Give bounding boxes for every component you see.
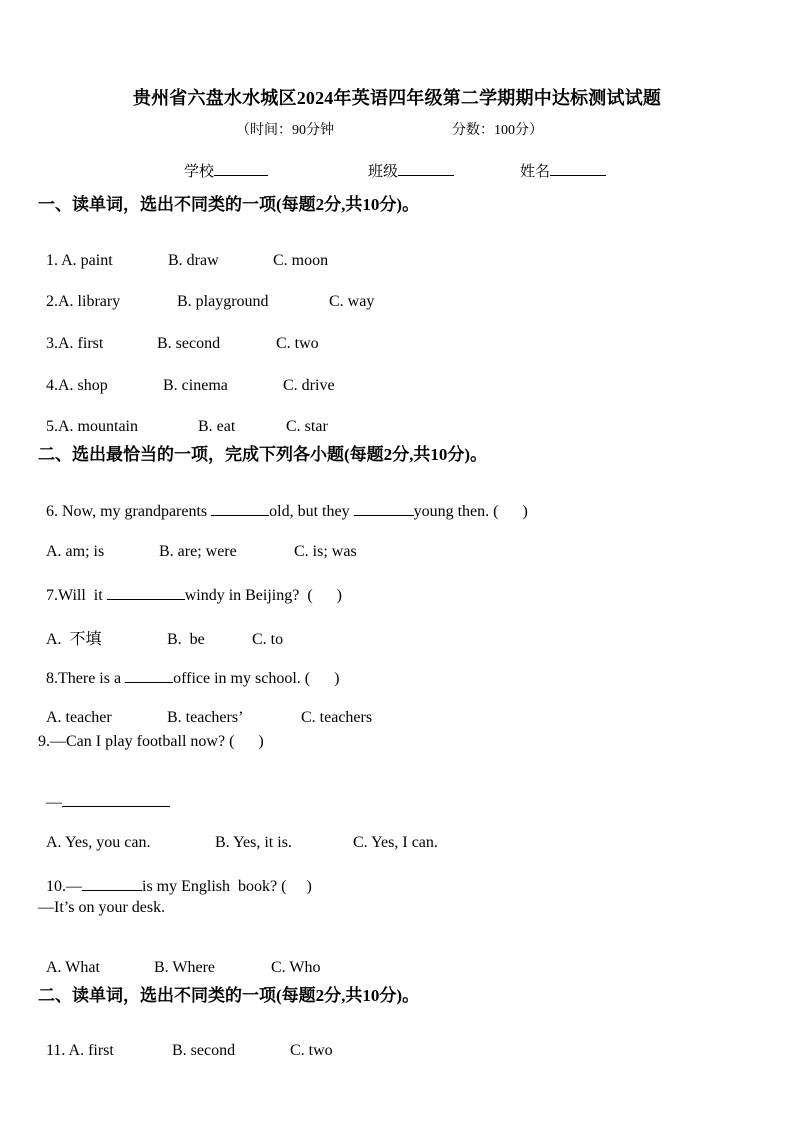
option-a: 11. A. first	[46, 1042, 114, 1059]
question-10	[38, 858, 312, 896]
question-9-answer	[38, 774, 170, 812]
option-a: 5.A. mountain	[46, 418, 138, 435]
option-c: C. two	[276, 335, 319, 352]
question-1	[38, 234, 328, 270]
option-c: C. Who	[271, 959, 321, 976]
answer-blank	[62, 792, 170, 807]
answer-blank	[211, 501, 269, 516]
question-6	[38, 483, 528, 521]
class-field	[368, 160, 454, 181]
option-c: C. is; was	[294, 543, 357, 560]
option-c: C. teachers	[301, 709, 373, 726]
answer-blank	[82, 876, 142, 891]
score-label: 分数：100分）	[452, 123, 543, 138]
question-6-part2: old, but they	[269, 503, 354, 520]
answer-blank	[125, 668, 173, 683]
question-7	[38, 567, 342, 605]
question-8-part2: office in my school. ( )	[173, 670, 340, 687]
option-b: B. are; were	[159, 543, 237, 560]
school-field	[184, 160, 268, 181]
option-b: B. Yes, it is.	[215, 834, 292, 851]
option-a: A. am; is	[46, 543, 105, 560]
question-6-part3: young then. ( )	[413, 503, 528, 520]
name-blank	[550, 161, 606, 176]
option-c: C. drive	[283, 377, 335, 394]
school-label: 学校	[184, 164, 215, 180]
option-a: 3.A. first	[46, 335, 104, 352]
question-7-part1: 7.Will it	[46, 587, 107, 604]
option-a: A. teacher	[46, 709, 112, 726]
option-c: C. Yes, I can.	[353, 834, 438, 851]
option-c: C. way	[329, 293, 375, 310]
question-8	[38, 650, 339, 688]
question-6-options	[38, 525, 357, 561]
name-label: 姓名	[520, 164, 551, 180]
option-b: B. teachers’	[167, 709, 244, 726]
question-7-options	[38, 608, 283, 649]
question-11	[38, 1024, 333, 1060]
option-b: B. playground	[177, 293, 269, 310]
option-b: B. eat	[198, 418, 236, 435]
option-b: B. second	[172, 1042, 236, 1059]
option-a: 4.A. shop	[46, 377, 108, 394]
section-heading-2: 二、选出最恰当的一项，完成下列各小题(每题2分,共10分)。	[38, 445, 488, 464]
question-9-options	[38, 816, 438, 852]
question-3	[38, 317, 319, 353]
option-b: B. draw	[168, 252, 219, 269]
question-6-part1: 6. Now, my grandparents	[46, 503, 212, 520]
class-label: 班级	[368, 164, 399, 180]
option-a: 2.A. library	[46, 293, 121, 310]
question-10-reply: —It’s on your desk.	[38, 899, 166, 916]
question-8-part1: 8.There is a	[46, 670, 126, 687]
question-10-part1: 10.—	[46, 878, 82, 895]
option-c: C. to	[252, 631, 284, 648]
answer-dash: —	[46, 794, 62, 811]
option-c: C. moon	[273, 252, 329, 269]
question-2	[38, 275, 374, 311]
option-b: B. cinema	[163, 377, 228, 394]
question-10-options	[38, 941, 320, 977]
option-c: C. two	[290, 1042, 333, 1059]
answer-blank	[107, 585, 185, 600]
question-10-part2: is my English book? ( )	[142, 878, 312, 895]
question-8-options	[38, 691, 372, 727]
option-a: A. 不填	[46, 631, 102, 648]
option-b: B. Where	[154, 959, 216, 976]
time-label: （时间：90分钟	[236, 123, 334, 138]
class-blank	[398, 161, 454, 176]
name-field	[520, 160, 606, 181]
section-heading-3: 二、读单词，选出不同类的一项(每题2分,共10分)。	[38, 986, 420, 1005]
section-heading-1: 一、读单词，选出不同类的一项(每题2分,共10分)。	[38, 195, 420, 214]
question-7-part2: windy in Beijing? ( )	[184, 587, 342, 604]
answer-blank	[354, 501, 414, 516]
option-c: C. star	[286, 418, 328, 435]
option-b: B. second	[157, 335, 221, 352]
option-a: 1. A. paint	[46, 252, 113, 269]
option-a: A. Yes, you can.	[46, 834, 151, 851]
school-blank	[214, 161, 268, 176]
question-5	[38, 400, 328, 436]
exam-title: 贵州省六盘水水城区2024年英语四年级第二学期期中达标测试试题	[132, 88, 662, 108]
question-4	[38, 359, 335, 395]
question-9: 9.—Can I play football now? ( )	[38, 733, 264, 750]
option-a: A. What	[46, 959, 100, 976]
option-b: B. be	[167, 631, 205, 648]
